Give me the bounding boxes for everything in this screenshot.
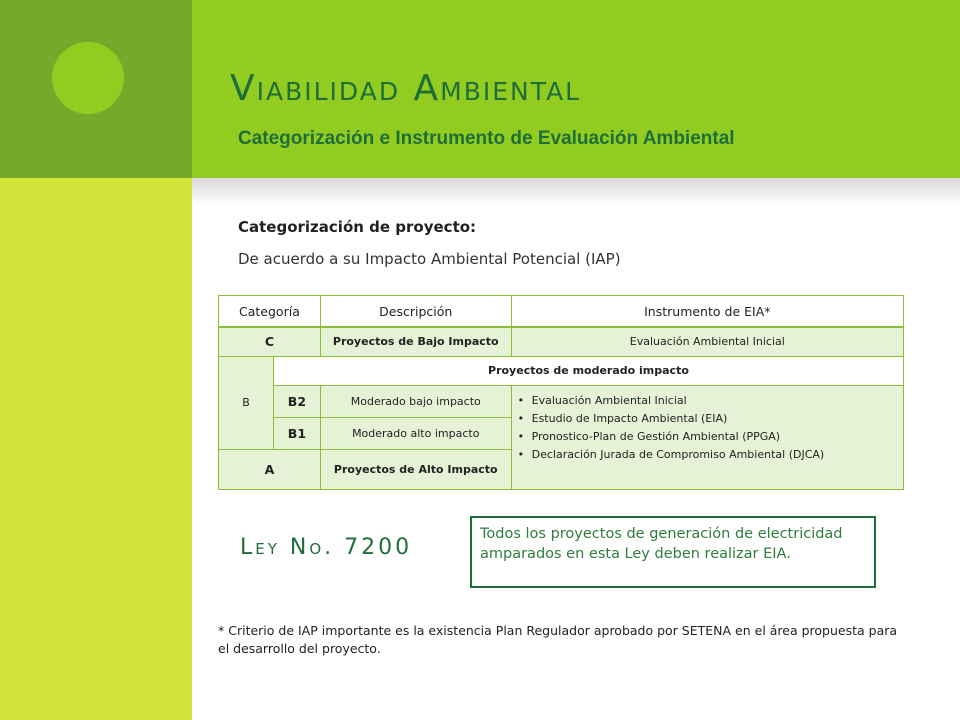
description-b1: Moderado alto impacto [320, 417, 511, 449]
description-a: Proyectos de Alto Impacto [320, 449, 511, 489]
subcategory-b1: B1 [273, 417, 320, 449]
table-header-row [219, 296, 904, 328]
instrument-item: • Estudio de Impacto Ambiental (EIA) [518, 410, 899, 428]
page-title: Viabilidad Ambiental [230, 68, 582, 109]
instrument-item: • Pronostico-Plan de Gestión Ambiental (PPGA) [518, 428, 899, 446]
categorization-description: De acuerdo a su Impacto Ambiental Potencial (IAP) [238, 250, 621, 268]
law-callout: Todos los proyectos de generación de electricidad amparados en esta Ley deben realizar EIA. [470, 516, 876, 588]
page-subtitle: Categorización e Instrumento de Evaluación Ambiental [238, 128, 735, 149]
description-b2: Moderado bajo impacto [320, 385, 511, 417]
instrument-list [511, 385, 903, 489]
left-bottom-panel [0, 178, 192, 720]
category-table [218, 295, 904, 490]
b-group-label: Proyectos de moderado impacto [273, 356, 903, 385]
law-title: Ley No. 7200 [240, 535, 413, 560]
table-row-b-group [219, 356, 904, 385]
header-categoria: Categoría [219, 296, 321, 328]
decorative-circle [52, 42, 124, 114]
footnote: * Criterio de IAP importante es la existencia Plan Regulador aprobado por SETENA en el área propuesta para el desarrollo del proyecto. [218, 623, 898, 656]
description-c: Proyectos de Bajo Impacto [320, 327, 511, 356]
header-instrumento: Instrumento de EIA* [511, 296, 903, 328]
category-c: C [219, 327, 321, 356]
instrument-item: • Evaluación Ambiental Inicial [518, 392, 899, 410]
subcategory-b2: B2 [273, 385, 320, 417]
table-row-c [219, 327, 904, 356]
categorization-heading: Categorización de proyecto: [238, 218, 477, 236]
table-row-b2 [219, 385, 904, 417]
instrument-item: • Declaración Jurada de Compromiso Ambiental (DJCA) [518, 446, 899, 464]
header-descripcion: Descripción [320, 296, 511, 328]
instrument-c: Evaluación Ambiental Inicial [511, 327, 903, 356]
category-a: A [219, 449, 321, 489]
category-b: B [219, 356, 274, 449]
header-shadow [192, 178, 960, 206]
